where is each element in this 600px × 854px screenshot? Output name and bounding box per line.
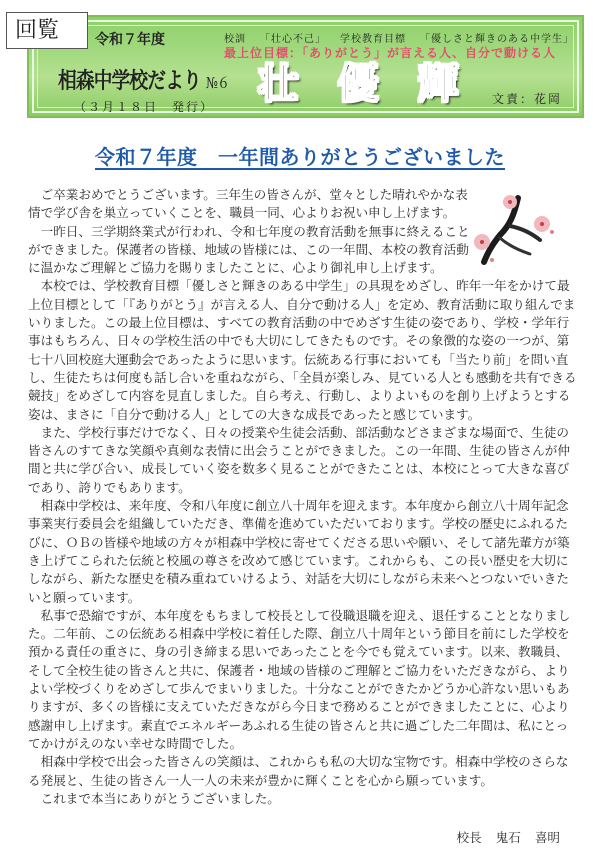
article-paragraph: 私事で恐縮ですが、本年度をもちまして校長として役職退職を迎え、退任することとなりました。二年前、この伝統ある相森中学校に着任した際、創立八十周年という節目を前にした学校を預かる責任の重さに、身の引き締まる思いであったことを今でも覚えています。以来、教職員、そして全校生徒の皆さんと共に、保護者・地域の皆様のご理解とご協力をいただきながら、よりよい学校づくりをめざして歩んでまいりました。十分なことができたかどうか心許ない思いもありますが、多くの皆様に支えていただきながら今日まで務めることができましたことに、心より感謝申し上げます。素直でエネルギーあふれる生徒の皆さんと共に過ごした二年間は、私にとってかけがえのない幸せな時間でした。 (28, 607, 571, 751)
article-paragraph: 相森中学校は、来年度、令和八年度に創立八十周年を迎えます。本年度から創立八十周年記念事業実行委員会を組織していただき、準備を進めていただいております。学校の歴史にふれるたびに、ＯＢの皆様や地域の方々が相森中学校に寄せてくださる思いや願い、そして諸先輩方が築き上げてこられた伝統と校風の尊さを改めて感じています。これからも、この長い歴史を大切にしながら、新たな歴史を積み重ねていけるよう、対話を大切にしながら未来へとつないでいきたいと願っています。 (28, 498, 570, 605)
signature-title: 校長 (456, 830, 482, 845)
newsletter-name: 相森中学校だより (58, 69, 201, 94)
article-paragraph: ご卒業おめでとうございます。三年生の皆さんが、堂々とした晴れやかな表情で学び舎を巣立っていくことを、職員一同、心よりお祝い申し上げます。 (28, 187, 468, 221)
article-paragraph: 本校では、学校教育目標「優しさと輝きのある中学生」の具現をめざし、昨年一年をかけて最上位目標として「『ありがとう』が言える人、自分で動ける人」を定め、教育活動に取り組んでまいりました。この最上位目標は、すべての教育活動の中でめざす生徒の姿であり、学校・学年行事はもちろん、日々の学校生活の中でも大切にしてきたものです。その象徴的な姿の一つが、第七十八回校庭大運動会であったように思います。伝統ある行事においても「当たり前」を問い直し、生徒たちは何度も話し合いを重ねながら、「全員が楽しみ、見ている人とも感動を共有できる競技」をめざして内容を見直しました。自ら考え、行動し、よりよいものを創り上げようとする姿は、まさに「自分で動ける人」としての大きな成長であったと感じています。 (28, 278, 577, 422)
article-paragraph: 一昨日、三学期終業式が行われ、令和七年度の教育活動を無事に終えることができました。保護者の皆様、地域の皆様には、この一年間、本校の教育活動に温かなご理解とご協力を賜りましたことに、心より御礼申し上げます。 (28, 223, 470, 276)
article-paragraph: 相森中学校で出会った皆さんの笑顔は、これからも私の大切な宝物です。相森中学校のさらなる発展と、生徒の皆さん一人一人の未来が豊かに輝くことを心から願っています。 (28, 754, 569, 788)
logo-char: 優 (338, 61, 378, 107)
school-motto-line (224, 30, 588, 45)
issue-number: №６ (205, 74, 230, 92)
goal-text: 「優しさと輝きのある中学生」 (420, 34, 574, 45)
article-paragraph: これまで本当にありがとうございました。 (40, 790, 280, 806)
issue-date: （３月１８日 発行） (74, 100, 215, 114)
article-body (28, 186, 578, 808)
motto-text: 「壮心不己」 (260, 34, 326, 45)
newsletter-title (58, 64, 229, 95)
logo-char: 輝 (418, 61, 458, 107)
article-headline: 令和７年度 一年間ありがとうございました (95, 145, 505, 169)
goal-label: 学校教育目標 (340, 34, 406, 45)
signature-given-name: 喜明 (534, 830, 560, 845)
newsletter-logo (258, 62, 458, 106)
article-paragraph: また、学校行事だけでなく、日々の授業や生徒会活動、部活動などさまざまな場面で、生徒の皆さんのすてきな笑顔や真剣な表情に出会うことができました。この一年間、生徒の皆さんが仲間と共に学び合い、成長していく姿を数多く見ることができたことは、本校にとって大きな喜びであり、誇りでもあります。 (28, 424, 570, 495)
motto-label: 校訓 (224, 34, 246, 45)
top-goal: 最上位目標：「ありがとう」が言える人、自分で動ける人 (224, 46, 557, 60)
fiscal-year-label: 令和７年度 (95, 32, 165, 48)
signature (442, 827, 560, 846)
circulation-stamp: 回覧 (6, 12, 88, 49)
signature-surname: 鬼石 (495, 830, 521, 845)
logo-char: 壮 (258, 61, 298, 107)
author-credit: 文責：花岡 (492, 92, 563, 106)
